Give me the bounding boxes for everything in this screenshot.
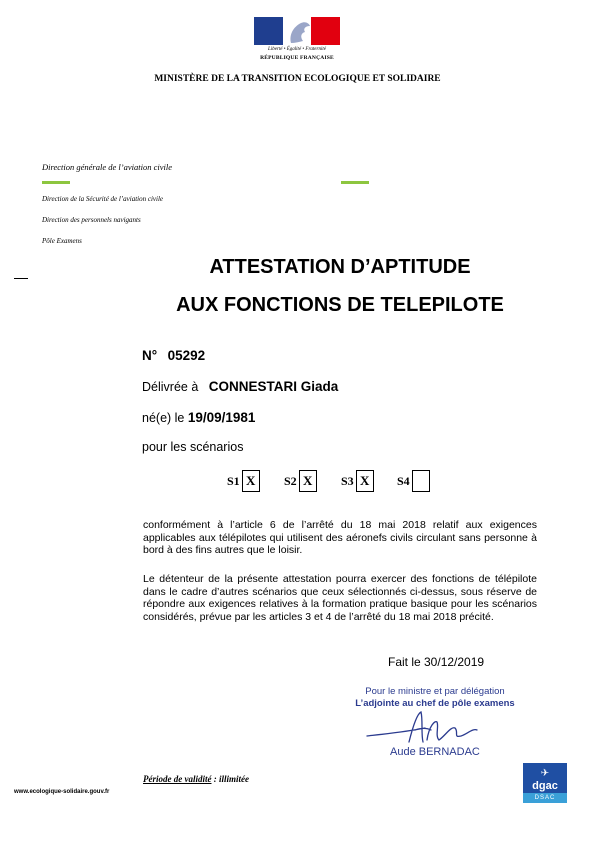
scenario-s2: [284, 470, 317, 492]
scenario-checkbox: [412, 470, 430, 492]
birth-date: 19/09/1981: [187, 410, 256, 425]
scenario-code: S2: [284, 473, 297, 488]
title-line-1: ATTESTATION D’APTITUDE: [209, 256, 471, 278]
tricolor-flag-icon: [254, 17, 340, 45]
scenario-code: S1: [227, 473, 240, 488]
dgac-name: dgac: [532, 780, 558, 792]
dgac-logo: [523, 763, 567, 803]
scenario-code: S3: [341, 473, 354, 488]
scenario-checkbox: X: [242, 470, 260, 492]
number-label: N°: [142, 348, 158, 363]
issued-to: [142, 379, 338, 394]
direction-generale: Direction générale de l’aviation civile: [42, 162, 172, 172]
delegation-line-1: Pour le ministre et par délégation: [365, 686, 505, 697]
legal-paragraph-1: conformément à l’article 6 de l’arrêté du 18 mai 2018 relatif aux exigences applicables aux télépilotes qui utilisent des aéronefs civils circulant sans personne à bord à des fins autres que le loisir.: [143, 519, 537, 557]
scenario-s3: [341, 470, 374, 492]
pole-examens: Pôle Examens: [42, 237, 82, 245]
direction-personnels: Direction des personnels navigants: [42, 216, 141, 224]
logo-motto: Liberté • Égalité • Fraternité: [268, 47, 326, 52]
ministry-title: MINISTÈRE DE LA TRANSITION ECOLOGIQUE ET SOLIDAIRE: [154, 74, 441, 84]
scenario-s4: [397, 470, 430, 492]
certificate-number: [142, 348, 205, 363]
scenarios-label: pour les scénarios: [142, 440, 244, 454]
birth-label: né(e) le: [142, 411, 185, 425]
scenario-checkbox: X: [299, 470, 317, 492]
validity-label: Période de validité: [143, 774, 212, 784]
holder-name: CONNESTARI Giada: [208, 379, 339, 394]
logo-republic-text: RÉPUBLIQUE FRANÇAISE: [260, 55, 334, 61]
scenario-s1: [227, 470, 260, 492]
marianne-profile-icon: [283, 17, 312, 45]
republique-francaise-logo: [254, 17, 340, 69]
accent-bar-right: [341, 181, 369, 184]
issued-label: Délivrée à: [142, 380, 199, 394]
scenario-checkbox: X: [356, 470, 374, 492]
accent-bar-left: [42, 181, 70, 184]
airplane-icon: ✈: [540, 768, 550, 779]
website-url: www.ecologique-solidaire.gouv.fr: [14, 789, 110, 795]
validity-separator: :: [211, 774, 219, 784]
birth-date-line: [142, 410, 255, 425]
direction-securite: Direction de la Sécurité de l’aviation civile: [42, 195, 164, 203]
signatory-name: Aude BERNADAC: [390, 746, 480, 758]
title-line-2: AUX FONCTIONS DE TELEPILOTE: [176, 294, 504, 316]
issue-date: Fait le 30/12/2019: [388, 655, 485, 669]
validity-period: [143, 774, 249, 784]
legal-paragraph-2: Le détenteur de la présente attestation pourra exercer des fonctions de télépilote dans le cadre d’autres scénarios que ceux sélectionnés ci-dessus, sous réserve de répondre aux exigences relatives à la formation pratique basique pour les scénarios considérés, prévue par les articles 3 et 4 de l’arrêté du 18 mai 2018 précité.: [143, 573, 537, 623]
delegation-line-2: L’adjointe au chef de pôle examens: [355, 698, 515, 709]
scenario-code: S4: [397, 473, 410, 488]
number-value: 05292: [167, 348, 206, 363]
validity-value: illimitée: [218, 774, 249, 784]
dsac-label: DSAC: [523, 793, 567, 803]
